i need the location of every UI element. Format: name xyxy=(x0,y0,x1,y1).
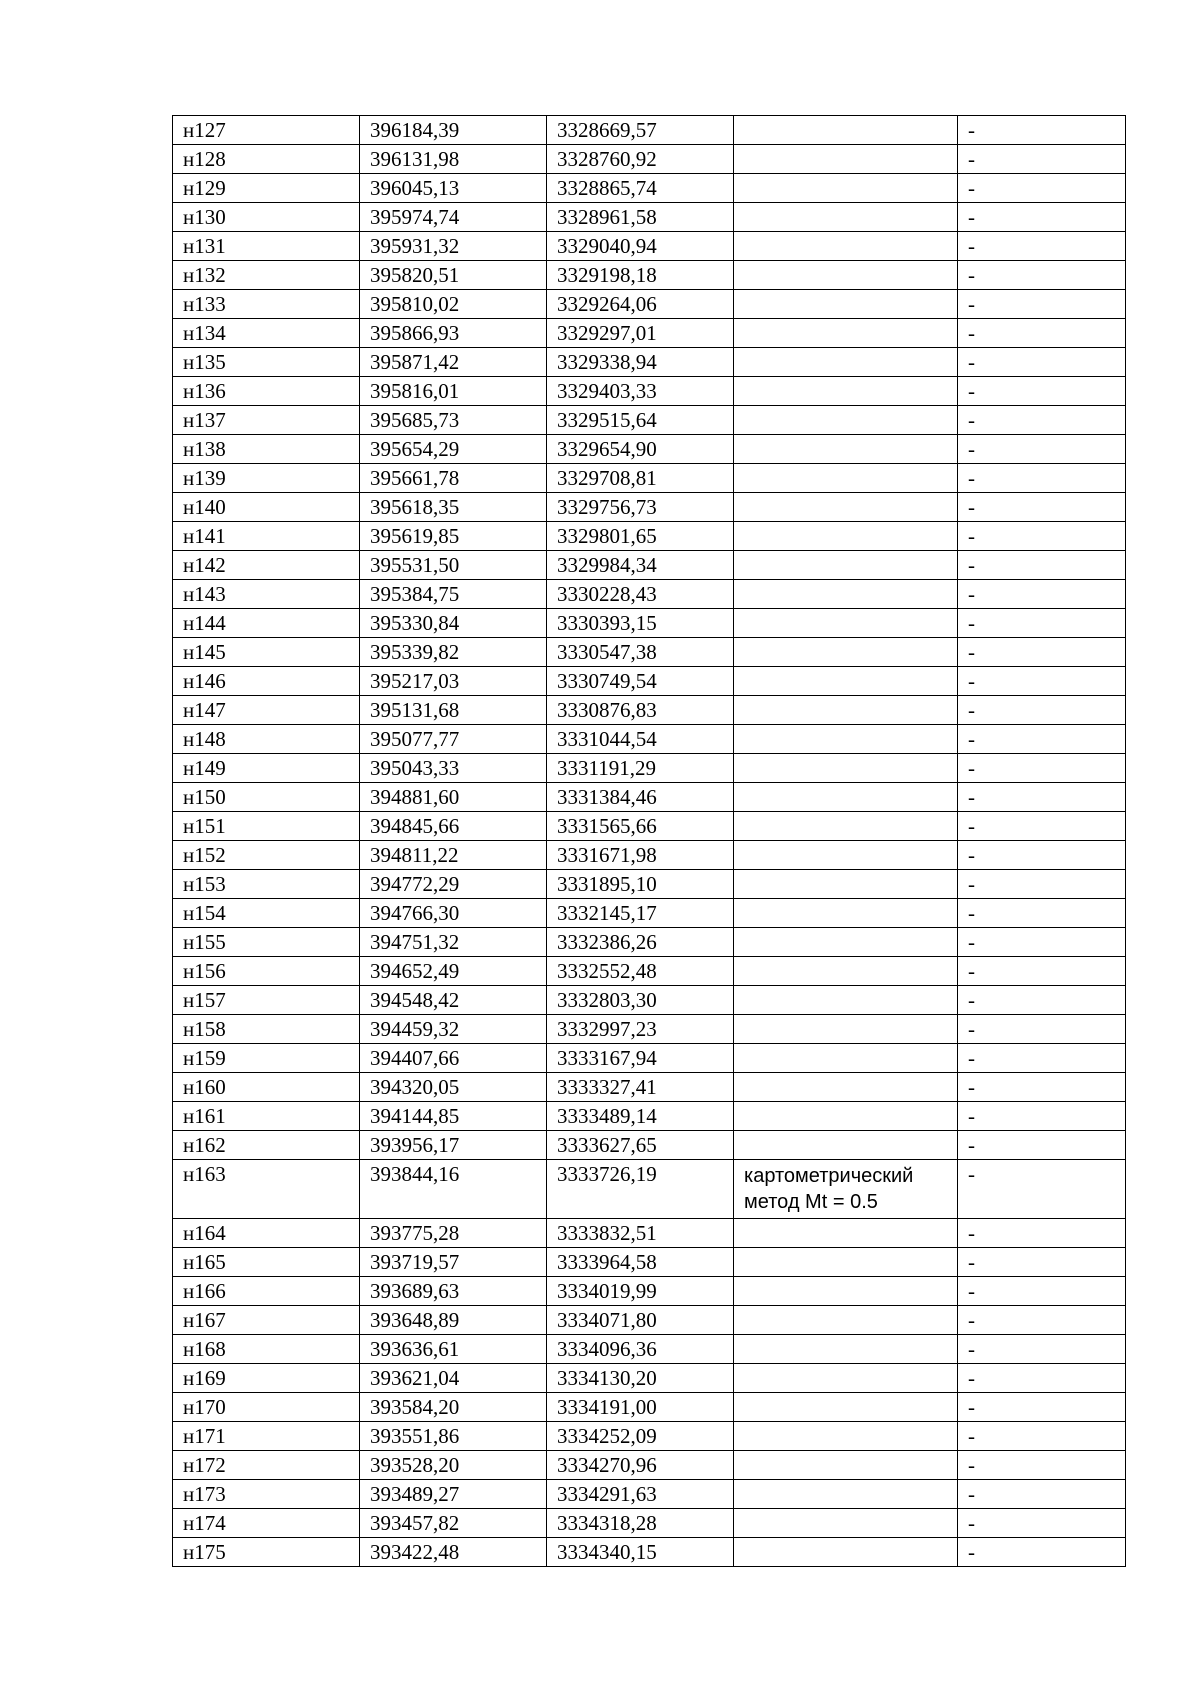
accuracy-cell: - xyxy=(958,1480,1126,1509)
accuracy-cell: - xyxy=(958,116,1126,145)
method-cell xyxy=(734,145,958,174)
table-row xyxy=(173,725,1126,754)
x-coordinate-cell: 393551,86 xyxy=(360,1422,547,1451)
method-cell xyxy=(734,609,958,638)
table-row xyxy=(173,1102,1126,1131)
point-name-cell: н135 xyxy=(173,348,360,377)
point-name-cell: н175 xyxy=(173,1538,360,1567)
method-cell xyxy=(734,522,958,551)
y-coordinate-cell: 3329984,34 xyxy=(547,551,734,580)
point-name-cell: н151 xyxy=(173,812,360,841)
y-coordinate-cell: 3329040,94 xyxy=(547,232,734,261)
x-coordinate-cell: 396184,39 xyxy=(360,116,547,145)
method-cell xyxy=(734,1015,958,1044)
y-coordinate-cell: 3333167,94 xyxy=(547,1044,734,1073)
y-coordinate-cell: 3329801,65 xyxy=(547,522,734,551)
accuracy-cell: - xyxy=(958,1335,1126,1364)
x-coordinate-cell: 394459,32 xyxy=(360,1015,547,1044)
method-cell xyxy=(734,1306,958,1335)
table-row xyxy=(173,986,1126,1015)
method-cell xyxy=(734,1335,958,1364)
accuracy-cell: - xyxy=(958,812,1126,841)
accuracy-cell: - xyxy=(958,1102,1126,1131)
table-row xyxy=(173,1393,1126,1422)
x-coordinate-cell: 395217,03 xyxy=(360,667,547,696)
accuracy-cell: - xyxy=(958,522,1126,551)
method-cell xyxy=(734,1277,958,1306)
point-name-cell: н152 xyxy=(173,841,360,870)
x-coordinate-cell: 394548,42 xyxy=(360,986,547,1015)
y-coordinate-cell: 3330228,43 xyxy=(547,580,734,609)
y-coordinate-cell: 3328669,57 xyxy=(547,116,734,145)
method-cell xyxy=(734,1131,958,1160)
point-name-cell: н134 xyxy=(173,319,360,348)
y-coordinate-cell: 3331191,29 xyxy=(547,754,734,783)
method-cell xyxy=(734,928,958,957)
x-coordinate-cell: 394766,30 xyxy=(360,899,547,928)
point-name-cell: н136 xyxy=(173,377,360,406)
point-name-cell: н133 xyxy=(173,290,360,319)
point-name-cell: н172 xyxy=(173,1451,360,1480)
x-coordinate-cell: 395820,51 xyxy=(360,261,547,290)
x-coordinate-cell: 394881,60 xyxy=(360,783,547,812)
point-name-cell: н167 xyxy=(173,1306,360,1335)
table-row xyxy=(173,1248,1126,1277)
y-coordinate-cell: 3329264,06 xyxy=(547,290,734,319)
point-name-cell: н145 xyxy=(173,638,360,667)
x-coordinate-cell: 395531,50 xyxy=(360,551,547,580)
method-cell xyxy=(734,261,958,290)
x-coordinate-cell: 395131,68 xyxy=(360,696,547,725)
y-coordinate-cell: 3331895,10 xyxy=(547,870,734,899)
method-cell xyxy=(734,1480,958,1509)
x-coordinate-cell: 393636,61 xyxy=(360,1335,547,1364)
accuracy-cell: - xyxy=(958,1248,1126,1277)
coordinates-table-body xyxy=(173,116,1126,1567)
x-coordinate-cell: 394772,29 xyxy=(360,870,547,899)
accuracy-cell: - xyxy=(958,348,1126,377)
y-coordinate-cell: 3330749,54 xyxy=(547,667,734,696)
y-coordinate-cell: 3331384,46 xyxy=(547,783,734,812)
x-coordinate-cell: 395661,78 xyxy=(360,464,547,493)
table-row xyxy=(173,319,1126,348)
x-coordinate-cell: 395043,33 xyxy=(360,754,547,783)
table-row xyxy=(173,1277,1126,1306)
accuracy-cell: - xyxy=(958,1509,1126,1538)
method-cell xyxy=(734,696,958,725)
x-coordinate-cell: 394751,32 xyxy=(360,928,547,957)
table-row xyxy=(173,1306,1126,1335)
point-name-cell: н147 xyxy=(173,696,360,725)
x-coordinate-cell: 395871,42 xyxy=(360,348,547,377)
method-cell xyxy=(734,406,958,435)
accuracy-cell: - xyxy=(958,290,1126,319)
accuracy-cell: - xyxy=(958,493,1126,522)
x-coordinate-cell: 393584,20 xyxy=(360,1393,547,1422)
y-coordinate-cell: 3332145,17 xyxy=(547,899,734,928)
point-name-cell: н127 xyxy=(173,116,360,145)
point-name-cell: н155 xyxy=(173,928,360,957)
y-coordinate-cell: 3329654,90 xyxy=(547,435,734,464)
y-coordinate-cell: 3334191,00 xyxy=(547,1393,734,1422)
method-cell xyxy=(734,812,958,841)
accuracy-cell: - xyxy=(958,870,1126,899)
point-name-cell: н139 xyxy=(173,464,360,493)
point-name-cell: н174 xyxy=(173,1509,360,1538)
point-name-cell: н137 xyxy=(173,406,360,435)
y-coordinate-cell: 3331565,66 xyxy=(547,812,734,841)
table-row xyxy=(173,870,1126,899)
accuracy-cell: - xyxy=(958,1451,1126,1480)
accuracy-cell: - xyxy=(958,1219,1126,1248)
method-cell xyxy=(734,841,958,870)
accuracy-cell: - xyxy=(958,986,1126,1015)
method-cell xyxy=(734,1422,958,1451)
accuracy-cell: - xyxy=(958,928,1126,957)
point-name-cell: н154 xyxy=(173,899,360,928)
method-cell xyxy=(734,1538,958,1567)
point-name-cell: н128 xyxy=(173,145,360,174)
table-row xyxy=(173,551,1126,580)
point-name-cell: н131 xyxy=(173,232,360,261)
y-coordinate-cell: 3334252,09 xyxy=(547,1422,734,1451)
accuracy-cell: - xyxy=(958,754,1126,783)
point-name-cell: н170 xyxy=(173,1393,360,1422)
x-coordinate-cell: 396045,13 xyxy=(360,174,547,203)
point-name-cell: н146 xyxy=(173,667,360,696)
y-coordinate-cell: 3329198,18 xyxy=(547,261,734,290)
y-coordinate-cell: 3329756,73 xyxy=(547,493,734,522)
accuracy-cell: - xyxy=(958,1306,1126,1335)
table-row xyxy=(173,203,1126,232)
x-coordinate-cell: 394811,22 xyxy=(360,841,547,870)
point-name-cell: н142 xyxy=(173,551,360,580)
point-name-cell: н160 xyxy=(173,1073,360,1102)
y-coordinate-cell: 3333327,41 xyxy=(547,1073,734,1102)
table-row xyxy=(173,638,1126,667)
table-row xyxy=(173,116,1126,145)
x-coordinate-cell: 395974,74 xyxy=(360,203,547,232)
y-coordinate-cell: 3330547,38 xyxy=(547,638,734,667)
method-cell xyxy=(734,1393,958,1422)
x-coordinate-cell: 393689,63 xyxy=(360,1277,547,1306)
accuracy-cell: - xyxy=(958,1073,1126,1102)
x-coordinate-cell: 395330,84 xyxy=(360,609,547,638)
accuracy-cell: - xyxy=(958,1393,1126,1422)
y-coordinate-cell: 3332552,48 xyxy=(547,957,734,986)
table-row xyxy=(173,609,1126,638)
method-cell xyxy=(734,232,958,261)
x-coordinate-cell: 395619,85 xyxy=(360,522,547,551)
table-row xyxy=(173,928,1126,957)
point-name-cell: н166 xyxy=(173,1277,360,1306)
table-row xyxy=(173,522,1126,551)
table-row xyxy=(173,232,1126,261)
accuracy-cell: - xyxy=(958,145,1126,174)
x-coordinate-cell: 394652,49 xyxy=(360,957,547,986)
point-name-cell: н173 xyxy=(173,1480,360,1509)
x-coordinate-cell: 393457,82 xyxy=(360,1509,547,1538)
accuracy-cell: - xyxy=(958,232,1126,261)
x-coordinate-cell: 393621,04 xyxy=(360,1364,547,1393)
accuracy-cell: - xyxy=(958,783,1126,812)
table-row xyxy=(173,348,1126,377)
y-coordinate-cell: 3334019,99 xyxy=(547,1277,734,1306)
x-coordinate-cell: 396131,98 xyxy=(360,145,547,174)
table-row xyxy=(173,493,1126,522)
point-name-cell: н150 xyxy=(173,783,360,812)
point-name-cell: н159 xyxy=(173,1044,360,1073)
method-cell xyxy=(734,870,958,899)
y-coordinate-cell: 3334340,15 xyxy=(547,1538,734,1567)
point-name-cell: н161 xyxy=(173,1102,360,1131)
table-row xyxy=(173,1131,1126,1160)
x-coordinate-cell: 395618,35 xyxy=(360,493,547,522)
accuracy-cell: - xyxy=(958,1131,1126,1160)
x-coordinate-cell: 395654,29 xyxy=(360,435,547,464)
accuracy-cell: - xyxy=(958,667,1126,696)
y-coordinate-cell: 3331671,98 xyxy=(547,841,734,870)
x-coordinate-cell: 394845,66 xyxy=(360,812,547,841)
table-row xyxy=(173,1219,1126,1248)
point-name-cell: н158 xyxy=(173,1015,360,1044)
y-coordinate-cell: 3334130,20 xyxy=(547,1364,734,1393)
x-coordinate-cell: 395810,02 xyxy=(360,290,547,319)
table-row xyxy=(173,174,1126,203)
y-coordinate-cell: 3333726,19 xyxy=(547,1160,734,1219)
y-coordinate-cell: 3328961,58 xyxy=(547,203,734,232)
method-cell xyxy=(734,986,958,1015)
method-cell xyxy=(734,580,958,609)
method-cell xyxy=(734,464,958,493)
table-row xyxy=(173,290,1126,319)
method-cell xyxy=(734,174,958,203)
x-coordinate-cell: 395685,73 xyxy=(360,406,547,435)
x-coordinate-cell: 395339,82 xyxy=(360,638,547,667)
method-cell xyxy=(734,1102,958,1131)
accuracy-cell: - xyxy=(958,725,1126,754)
y-coordinate-cell: 3328760,92 xyxy=(547,145,734,174)
x-coordinate-cell: 393528,20 xyxy=(360,1451,547,1480)
point-name-cell: н140 xyxy=(173,493,360,522)
x-coordinate-cell: 393775,28 xyxy=(360,1219,547,1248)
table-row xyxy=(173,406,1126,435)
accuracy-cell: - xyxy=(958,580,1126,609)
y-coordinate-cell: 3332997,23 xyxy=(547,1015,734,1044)
accuracy-cell: - xyxy=(958,261,1126,290)
x-coordinate-cell: 393422,48 xyxy=(360,1538,547,1567)
method-cell xyxy=(734,551,958,580)
x-coordinate-cell: 393719,57 xyxy=(360,1248,547,1277)
table-row xyxy=(173,1044,1126,1073)
x-coordinate-cell: 393844,16 xyxy=(360,1160,547,1219)
table-row xyxy=(173,1422,1126,1451)
y-coordinate-cell: 3333964,58 xyxy=(547,1248,734,1277)
y-coordinate-cell: 3333627,65 xyxy=(547,1131,734,1160)
method-cell xyxy=(734,783,958,812)
method-cell xyxy=(734,348,958,377)
x-coordinate-cell: 394144,85 xyxy=(360,1102,547,1131)
point-name-cell: н164 xyxy=(173,1219,360,1248)
method-cell xyxy=(734,493,958,522)
table-row xyxy=(173,1538,1126,1567)
method-cell xyxy=(734,667,958,696)
method-cell xyxy=(734,754,958,783)
y-coordinate-cell: 3333489,14 xyxy=(547,1102,734,1131)
table-row xyxy=(173,1480,1126,1509)
table-row xyxy=(173,1364,1126,1393)
method-cell xyxy=(734,116,958,145)
table-row xyxy=(173,435,1126,464)
point-name-cell: н149 xyxy=(173,754,360,783)
point-name-cell: н162 xyxy=(173,1131,360,1160)
y-coordinate-cell: 3334318,28 xyxy=(547,1509,734,1538)
y-coordinate-cell: 3332803,30 xyxy=(547,986,734,1015)
method-cell xyxy=(734,1219,958,1248)
accuracy-cell: - xyxy=(958,406,1126,435)
table-row xyxy=(173,261,1126,290)
method-cell xyxy=(734,638,958,667)
accuracy-cell: - xyxy=(958,435,1126,464)
accuracy-cell: - xyxy=(958,174,1126,203)
method-cell xyxy=(734,290,958,319)
table-row xyxy=(173,580,1126,609)
point-name-cell: н143 xyxy=(173,580,360,609)
y-coordinate-cell: 3334270,96 xyxy=(547,1451,734,1480)
y-coordinate-cell: 3330876,83 xyxy=(547,696,734,725)
y-coordinate-cell: 3329708,81 xyxy=(547,464,734,493)
method-cell xyxy=(734,957,958,986)
x-coordinate-cell: 394320,05 xyxy=(360,1073,547,1102)
method-cell xyxy=(734,203,958,232)
method-cell xyxy=(734,1451,958,1480)
accuracy-cell: - xyxy=(958,377,1126,406)
accuracy-cell: - xyxy=(958,1364,1126,1393)
point-name-cell: н153 xyxy=(173,870,360,899)
coordinates-table xyxy=(172,115,1126,1567)
y-coordinate-cell: 3332386,26 xyxy=(547,928,734,957)
table-row xyxy=(173,145,1126,174)
table-row xyxy=(173,1160,1126,1219)
table-row xyxy=(173,377,1126,406)
table-row xyxy=(173,783,1126,812)
y-coordinate-cell: 3334291,63 xyxy=(547,1480,734,1509)
x-coordinate-cell: 395816,01 xyxy=(360,377,547,406)
method-cell: картометрический метод Mt = 0.5 xyxy=(734,1160,958,1219)
accuracy-cell: - xyxy=(958,1044,1126,1073)
accuracy-cell: - xyxy=(958,551,1126,580)
accuracy-cell: - xyxy=(958,203,1126,232)
accuracy-cell: - xyxy=(958,957,1126,986)
table-row xyxy=(173,812,1126,841)
y-coordinate-cell: 3329297,01 xyxy=(547,319,734,348)
accuracy-cell: - xyxy=(958,1538,1126,1567)
accuracy-cell: - xyxy=(958,1422,1126,1451)
point-name-cell: н132 xyxy=(173,261,360,290)
table-row xyxy=(173,1509,1126,1538)
x-coordinate-cell: 393489,27 xyxy=(360,1480,547,1509)
y-coordinate-cell: 3331044,54 xyxy=(547,725,734,754)
method-cell xyxy=(734,725,958,754)
y-coordinate-cell: 3329338,94 xyxy=(547,348,734,377)
accuracy-cell: - xyxy=(958,609,1126,638)
x-coordinate-cell: 395077,77 xyxy=(360,725,547,754)
x-coordinate-cell: 393648,89 xyxy=(360,1306,547,1335)
method-cell xyxy=(734,1073,958,1102)
table-row xyxy=(173,1335,1126,1364)
x-coordinate-cell: 393956,17 xyxy=(360,1131,547,1160)
y-coordinate-cell: 3333832,51 xyxy=(547,1219,734,1248)
point-name-cell: н165 xyxy=(173,1248,360,1277)
point-name-cell: н168 xyxy=(173,1335,360,1364)
point-name-cell: н141 xyxy=(173,522,360,551)
table-row xyxy=(173,899,1126,928)
method-cell xyxy=(734,377,958,406)
table-row xyxy=(173,667,1126,696)
x-coordinate-cell: 395866,93 xyxy=(360,319,547,348)
accuracy-cell: - xyxy=(958,899,1126,928)
point-name-cell: н156 xyxy=(173,957,360,986)
y-coordinate-cell: 3329515,64 xyxy=(547,406,734,435)
x-coordinate-cell: 395931,32 xyxy=(360,232,547,261)
accuracy-cell: - xyxy=(958,1015,1126,1044)
table-row xyxy=(173,696,1126,725)
y-coordinate-cell: 3334071,80 xyxy=(547,1306,734,1335)
method-cell xyxy=(734,435,958,464)
accuracy-cell: - xyxy=(958,1277,1126,1306)
accuracy-cell: - xyxy=(958,464,1126,493)
accuracy-cell: - xyxy=(958,1160,1126,1219)
y-coordinate-cell: 3328865,74 xyxy=(547,174,734,203)
x-coordinate-cell: 395384,75 xyxy=(360,580,547,609)
accuracy-cell: - xyxy=(958,696,1126,725)
x-coordinate-cell: 394407,66 xyxy=(360,1044,547,1073)
table-row xyxy=(173,1015,1126,1044)
method-cell xyxy=(734,1248,958,1277)
method-cell xyxy=(734,1044,958,1073)
table-row xyxy=(173,841,1126,870)
accuracy-cell: - xyxy=(958,841,1126,870)
y-coordinate-cell: 3334096,36 xyxy=(547,1335,734,1364)
accuracy-cell: - xyxy=(958,319,1126,348)
point-name-cell: н157 xyxy=(173,986,360,1015)
y-coordinate-cell: 3330393,15 xyxy=(547,609,734,638)
table-row xyxy=(173,957,1126,986)
accuracy-cell: - xyxy=(958,638,1126,667)
point-name-cell: н144 xyxy=(173,609,360,638)
point-name-cell: н130 xyxy=(173,203,360,232)
table-row xyxy=(173,1451,1126,1480)
y-coordinate-cell: 3329403,33 xyxy=(547,377,734,406)
point-name-cell: н148 xyxy=(173,725,360,754)
method-cell xyxy=(734,899,958,928)
point-name-cell: н163 xyxy=(173,1160,360,1219)
point-name-cell: н169 xyxy=(173,1364,360,1393)
method-cell xyxy=(734,1364,958,1393)
table-row xyxy=(173,1073,1126,1102)
method-cell xyxy=(734,1509,958,1538)
method-cell xyxy=(734,319,958,348)
table-row xyxy=(173,754,1126,783)
table-row xyxy=(173,464,1126,493)
point-name-cell: н171 xyxy=(173,1422,360,1451)
point-name-cell: н138 xyxy=(173,435,360,464)
point-name-cell: н129 xyxy=(173,174,360,203)
